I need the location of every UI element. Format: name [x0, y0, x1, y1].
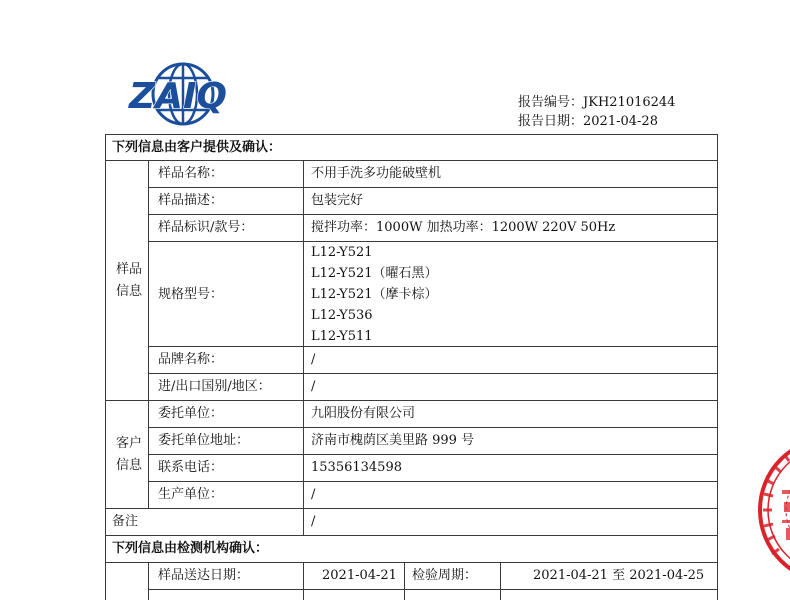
- sample-group-label-2: 信息: [116, 284, 143, 299]
- country-value: /: [311, 379, 316, 394]
- sample-mark: 搅拌功率：1000W 加热功率：1200W 220V 50Hz: [311, 220, 616, 235]
- client-group-label-1: 客户: [116, 436, 143, 451]
- producer-value: /: [311, 487, 316, 502]
- sample-group-label-1: 样品: [116, 262, 143, 277]
- sample-name: 不用手洗多功能破壁机: [311, 166, 442, 181]
- arrival-date: 2021-04-21: [322, 568, 397, 583]
- model-item: L12-Y521（摩卡棕）: [311, 287, 438, 302]
- model-label: 规格型号：: [158, 287, 224, 302]
- client-phone: 15356134598: [311, 460, 402, 475]
- producer-label: 生产单位：: [158, 487, 224, 502]
- arrival-date-label: 样品送达日期：: [158, 568, 250, 583]
- sample-mark-label: 样品标识/款号：: [158, 220, 254, 235]
- model-item: L12-Y511: [311, 329, 373, 344]
- remark-label: 备注: [112, 514, 139, 529]
- report-number: JKH21016244: [583, 95, 676, 110]
- report-number-label: 报告编号：: [518, 95, 584, 110]
- brand-value: /: [311, 352, 316, 367]
- client-group-label-2: 信息: [116, 458, 143, 473]
- model-item: L12-Y536: [311, 308, 373, 323]
- client-address: 济南市槐荫区美里路 999 号: [311, 433, 475, 448]
- model-item: L12-Y521: [311, 245, 373, 260]
- test-period-label: 检验周期：: [412, 568, 478, 583]
- report-date-label: 报告日期：: [518, 114, 584, 129]
- client-address-label: 委托单位地址：: [158, 433, 250, 448]
- remark-value: /: [311, 514, 316, 529]
- official-seal-stamp: [752, 420, 790, 600]
- sample-description: 包装完好: [311, 193, 364, 208]
- brand-label: 品牌名称：: [158, 352, 224, 367]
- model-item: L12-Y521（曜石黑）: [311, 266, 438, 281]
- section-customer-provided-title: 下列信息由客户提供及确认：: [112, 140, 282, 155]
- section-lab-confirmed-title: 下列信息由检测机构确认：: [112, 541, 269, 556]
- client-company-label: 委托单位：: [158, 406, 224, 421]
- logo-text: ZAIQ: [129, 76, 227, 117]
- sample-description-label: 样品描述：: [158, 193, 224, 208]
- client-company: 九阳股份有限公司: [311, 406, 416, 421]
- country-label: 进/出口国别/地区：: [158, 379, 271, 394]
- sample-name-label: 样品名称：: [158, 166, 224, 181]
- client-phone-label: 联系电话：: [158, 460, 224, 475]
- report-date: 2021-04-28: [583, 114, 658, 129]
- test-period: 2021-04-21 至 2021-04-25: [533, 568, 705, 583]
